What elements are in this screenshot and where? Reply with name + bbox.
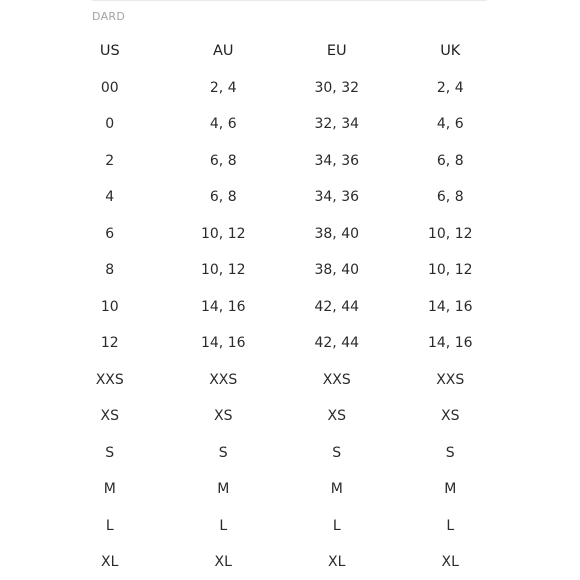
cell-us: 4	[105, 189, 115, 206]
cell-us: XL	[101, 554, 119, 571]
cell-us: 6	[105, 225, 115, 242]
cell-us: 12	[100, 335, 119, 352]
cell-uk: XL	[441, 554, 459, 571]
cell-us: 10	[100, 298, 119, 315]
table-row	[53, 544, 507, 580]
cell-au: 10, 12	[200, 225, 246, 242]
size-conversion-table	[53, 33, 507, 580]
cell-eu: 38, 40	[314, 225, 360, 242]
table-row	[53, 289, 507, 326]
cell-au: 10, 12	[200, 262, 246, 279]
table-row	[53, 216, 507, 253]
cell-uk: S	[445, 444, 455, 461]
table-row	[53, 70, 507, 107]
cell-au: 6, 8	[209, 152, 237, 169]
table-row	[53, 398, 507, 435]
cell-eu: S	[332, 444, 342, 461]
cell-us: 8	[105, 262, 115, 279]
table-row	[53, 179, 507, 216]
cell-eu: 38, 40	[314, 262, 360, 279]
cell-eu: XXS	[322, 371, 351, 388]
cell-uk: 14, 16	[427, 335, 473, 352]
cell-eu: 34, 36	[314, 152, 360, 169]
cell-uk: 6, 8	[436, 189, 464, 206]
table-row	[53, 435, 507, 472]
cell-uk: XXS	[436, 371, 465, 388]
cell-us: 00	[100, 79, 119, 96]
cell-uk: 10, 12	[427, 262, 473, 279]
section-label: DARD	[92, 10, 126, 23]
cell-au: 6, 8	[209, 189, 237, 206]
cell-us: S	[105, 444, 115, 461]
cell-uk: XS	[441, 408, 460, 425]
column-header-us: US	[99, 43, 120, 60]
table-row	[53, 508, 507, 545]
top-divider	[92, 0, 487, 1]
column-header-eu: EU	[326, 43, 347, 60]
table-row	[53, 471, 507, 508]
cell-au: XS	[214, 408, 233, 425]
cell-us: XXS	[95, 371, 124, 388]
cell-uk: 10, 12	[427, 225, 473, 242]
cell-au: 4, 6	[209, 116, 237, 133]
cell-uk: 2, 4	[436, 79, 464, 96]
cell-eu: M	[330, 481, 343, 498]
cell-us: XS	[100, 408, 119, 425]
cell-au: 2, 4	[209, 79, 237, 96]
table-row	[53, 252, 507, 289]
cell-eu: XS	[327, 408, 346, 425]
cell-us: 2	[105, 152, 115, 169]
cell-au: XL	[214, 554, 232, 571]
cell-eu: L	[332, 517, 341, 534]
table-row	[53, 143, 507, 180]
cell-uk: 14, 16	[427, 298, 473, 315]
cell-au: S	[218, 444, 228, 461]
cell-eu: XL	[328, 554, 346, 571]
cell-au: 14, 16	[200, 335, 246, 352]
cell-uk: 4, 6	[436, 116, 464, 133]
cell-au: 14, 16	[200, 298, 246, 315]
cell-eu: 42, 44	[314, 298, 360, 315]
cell-us: M	[103, 481, 116, 498]
cell-eu: 30, 32	[314, 79, 360, 96]
cell-uk: 6, 8	[436, 152, 464, 169]
cell-au: M	[217, 481, 230, 498]
cell-us: L	[105, 517, 114, 534]
cell-au: XXS	[209, 371, 238, 388]
table-header-row	[53, 33, 507, 70]
table-row	[53, 362, 507, 399]
table-row	[53, 325, 507, 362]
cell-uk: L	[446, 517, 455, 534]
column-header-uk: UK	[440, 43, 461, 60]
cell-uk: M	[444, 481, 457, 498]
cell-eu: 32, 34	[314, 116, 360, 133]
cell-us: 0	[105, 116, 115, 133]
cell-eu: 34, 36	[314, 189, 360, 206]
table-row	[53, 106, 507, 143]
cell-au: L	[219, 517, 228, 534]
column-header-au: AU	[212, 43, 234, 60]
cell-eu: 42, 44	[314, 335, 360, 352]
